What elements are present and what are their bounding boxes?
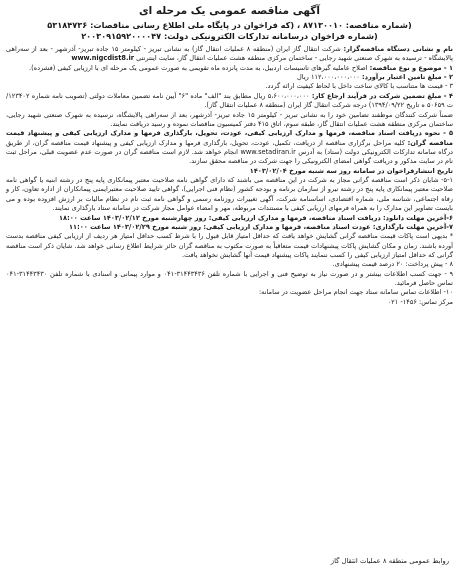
paragraph-publish-date: [6, 167, 453, 176]
paragraph-budget: [6, 73, 453, 82]
paragraph-text: ۵،۶۰۰،۰۰۰،۰۰۰ ریال مطابق بند "الف" ماده "۶" آیین نامه تضمین معاملات دولتی (تصویب نامه شماره ۱۲۳۴۰۲/ت ۵۰۶۵۹ ه تاریخ ۱۳۹۴/۰۹/۲۲) درجه شرکت انتقال گاز ایران (منطقه ۸ عملیات انتقال گاز).: [6, 91, 453, 110]
paragraph-organizer: [6, 45, 453, 64]
paragraph-text: اصلاح عاملیه گیرهای تاسیسات اردبیل، به مدت پانزده ماه تقویمی به صورت عمومی یک مرحله ای با ارزیابی کیفی (فشرده).: [28, 63, 370, 72]
paragraph-download-deadline: [6, 214, 453, 223]
paragraph-guarantee-delivery: [6, 111, 453, 130]
paragraph-label: ۴ - مبلغ تضمین شرکت در فرآیند ارجاع کار:: [311, 91, 453, 100]
paragraph-text: ۱۱۲،۰۰۰،۰۰۰،۰۰۰ ریال: [297, 73, 362, 82]
paragraph-call-center: [6, 298, 453, 307]
paragraph-label: ۱ - موضوع و نوع مناقصه:: [369, 63, 453, 72]
paragraph-upload-deadline: [6, 223, 453, 232]
paragraph-text: کلیه مراحل برگزاری مناقصه از دریافت، تکمیل، عودت، تحویل، بارگذاری فرمها و مدارک ارزیابی کیفی و پیشنهاد قیمت مناقصه گران، از طریق درگاه سامانه تدارکات الکترونیکی دولت (ستاد) به آدرس www.setadiran.ir انجام خواهد شد. لازم است مناقصه گران در صورت عدم عضویت قبلی، مراحل ثبت نام در سایت مذکور و دریافت گواهی امضای الکترونیکی را جهت شرکت در مناقصه محقق سازند.: [6, 138, 453, 166]
paragraph-label: ۶-آخرین مهلت دانلود: دریافت اسناد مناقصه، فرمها و مدارک ارزیابی کیفی: روز چهارشنبه مورخ ۱۴۰۳/۰۲/۱۲ ساعت ۱۸:۰۰: [59, 213, 453, 222]
paragraph-label: ۷-آخرین مهلت بارگذاری: عودت اسناد مناقصه، فرمها و مدارک ارزیابی کیفی: روز شنبه مورخ ۱۴۰۳/۰۲/۲۹ ساعت ۱۱:۰۰: [69, 222, 453, 231]
paragraph-guarantee: [6, 92, 453, 111]
paragraph-text: ۳ - قیمت ها متناسب با کالای ساخت داخل با لحاظ کیفیت ارائه گردد.: [265, 82, 453, 91]
tender-number-line: (شماره مناقصه: ۸۷۱۳۰۰۱۰ ، (که فراخوان در پایگاه ملی اطلاع رسانی مناقصات: ۵۳۱۸۴۷۳۶: [47, 19, 412, 30]
notice-title: آگهی مناقصه عمومی یک مرحله ای: [139, 5, 320, 17]
paragraph-text: ضمناً شرکت کنندگان موظفند تضامین خود را به نشانی تبریز - کیلومتر ۱۵ جاده تبریز- آذرشهر، بعد از سه‌راهی پالایشگاه، نرسیده به شهرک صنعتی شهید رجایی، ساختمان مرکزی منطقه هشت عملیات انتقال گاز، طبقه سوم، اتاق ۴۱۵ دفتر کمیسیون مناقصات نموده و رسید دریافت نمایند.: [6, 110, 453, 128]
paragraph-text: ۹ - جهت کسب اطلاعات بیشتر و در صورت نیاز به توضیح فنی و اجرایی با شماره تلفن ۳۱۴۴۳۴۳۶-۰۴۱ و موارد پیمانی و اسنادی با شماره تلفن ۳۱۴۴۳۴۳۰-۰۴۱ تماس حاصل فرمائید.: [6, 269, 453, 288]
paragraph-eligibility: [6, 176, 453, 213]
paragraph-text: ۵-۱- شایان ذکر است مناقصه گرانی مجاز به شرکت در این مناقصه می باشند که دارای گواهی نامه صلاحیت معتبر پیمانکاری پایه پنج در رشته ابنیه یا گواهی نامه صلاحیت معتبر پیمانکاری پایه پنج در رشته نیرو از سازمان برنامه و بودجه کشور (نظام فنی اجرایی)، گواهی تایید صلاحیت معتبرایمنی پیمانکاران از اداره تعاون، کار و رفاه اجتماعی، شناسه ملی، شماره اقتصادی، اساسنامه شرکت، آگهی تغییرات روزنامه رسمی و گواهی نامه ثبت نام در نظام مالیات بر ارزش افزوده بوده و می بایست تصاویر این مدارک را به همراه فرمهای ارزیابی کیفی با مستندات مربوطه، مهر و امضاء عوامل مجاز شرکت در سامانه ستاد بارگذاری نمایند.: [6, 176, 453, 213]
public-relations-signature: روابط عمومی منطقه ۸ عملیات انتقال گاز: [330, 557, 449, 566]
paragraph-prepayment: [6, 260, 453, 269]
website-link[interactable]: www.nigcdist8.ir: [71, 54, 134, 63]
paragraph-subject: [6, 64, 453, 73]
paragraph-text: ۸ - پیش پرداخت: ۲۰ درصد قیمت پیشنهادی.: [332, 260, 453, 269]
notice-body: [6, 45, 453, 307]
paragraph-text: مرکز تماس: ۱۴۵۶- ۰۲۱: [387, 297, 453, 306]
paragraph-contact: [6, 270, 453, 289]
paragraph-text: شرکت انتقال گاز ایران (منطقه ۸ عملیات انتقال گاز) به نشانی تبریز - کیلومتر ۱۵ جاده تبریز- آذرشهر - بعد از سه‌راهی پالایشگاه - ترسیده به شهرک صنعتی شهید رجایی - ساختمان مرکزی منطقه هشت عملیات انتقال گاز، سایت اینترنتی: [6, 45, 453, 63]
paragraph-text: * بدیهی است پاکات قیمت مناقصه گرانی گشایش خواهد یافت که حداقل امتیاز قابل قبول را با شرط کسب حداقل امتیاز هر ردیف از ارزیابی کیفی مناقصه بدست آورده باشند. زمان و مکان گشایش پاکات پیشنهادات قیمت متعاقباً به صورت مکتوب به مناقصه گران حائز شرایط اطلاع رسانی خواهد شد. شایان ذکر است مناقصه گرانی که حداقل امتیاز ارزیابی کیفی را کسب ننمایند پاکات پیشنهاد قیمت آنها گشایش نخواهد یافت.: [6, 232, 453, 259]
paragraph-setad-contact: [6, 288, 453, 297]
paragraph-envelope-opening: [6, 232, 453, 260]
paragraph-label: ۲ - مبلغ تامین اعتبار برآورد:: [361, 73, 453, 82]
paragraph-procedure: [6, 129, 453, 166]
paragraph-label: ۵ - نحوه دریافت اسناد مناقصه، فرمها و مدارک ارزیابی کیفی، عودت، تحویل، بارگذاری فرمها و مدارک ارزیابی کیفی و پیشنهاد قیمت مناقصه گران:: [6, 129, 454, 147]
paragraph-label: نام و نشانی دستگاه مناقصه‌گزار:: [343, 45, 453, 54]
paragraph-prices: [6, 82, 453, 91]
paragraph-label: تاریخ انتشارفراخوان در سامانه روز سه شنبه مورخ ۱۴۰۳/۰۲/۰۴: [249, 166, 453, 175]
setad-number-line: (شماره فراخوان درسامانه تدارکات الکترونیکی دولت: ۲۰۰۳۰۹۱۵۹۲۰۰۰۰۴۷: [81, 30, 378, 41]
paragraph-text: ۱۰- اطلاعات تماس سامانه ستاد جهت انجام مراحل عضویت در سامانه:: [258, 288, 453, 297]
